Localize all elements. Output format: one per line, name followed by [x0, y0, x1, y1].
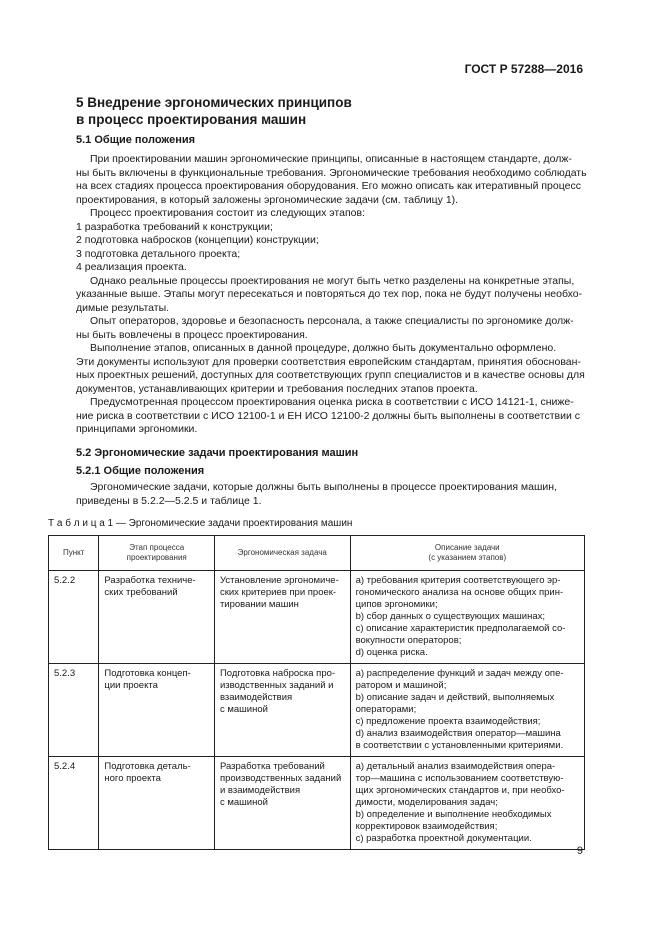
text-line: проектирования, в который заложены эргономические задачи (см. таблицу 1).	[76, 193, 459, 206]
row-description	[350, 757, 584, 850]
text-line: димые результаты.	[76, 301, 170, 314]
text-line: документов, устанавливающих критерии и требования последних этапов проекта.	[76, 382, 478, 395]
cell-line: корректировок взаимодействия;	[355, 821, 498, 832]
subsection-5-2-1-body	[76, 481, 585, 508]
cell-line: взаимодействия	[219, 692, 293, 703]
cell-line: Разработка техниче-	[104, 575, 196, 586]
section-title-line-2: в процесс проектирования машин	[76, 112, 307, 127]
row-number: 5.2.3	[49, 664, 99, 757]
table-header-row	[49, 536, 585, 571]
text-line: Выполнение этапов, описанных в данной процедуре, должно быть документально оформлено.	[90, 342, 557, 354]
header-description	[350, 536, 584, 571]
subsection-5-1-title: 5.1 Общие положения	[76, 134, 196, 146]
cell-line: гономического анализа на основе общих прин-	[355, 587, 564, 598]
text-line: указанные выше. Этапы могут пересекаться и повторяться до тех пор, пока не будут получены необхо-	[76, 288, 583, 300]
section-title	[76, 94, 596, 128]
row-number: 5.2.2	[49, 571, 99, 664]
list-item: 1 разработка требований к конструкции;	[76, 220, 273, 233]
table-row	[49, 571, 585, 664]
cell-line: b) сбор данных о существующих машинах;	[355, 611, 546, 622]
cell-line: а) требования критерия соответствующего эр-	[355, 575, 561, 586]
header-item: Пункт	[49, 536, 99, 571]
text-line: Эти документы используют для проверки соответствия европейским стандартам, принятия обоснован-	[76, 355, 581, 368]
cell-line: ции проекта	[104, 680, 158, 691]
cell-line: с машиной	[219, 797, 268, 808]
cell-line: в соответствии с установленными критериями.	[355, 740, 564, 751]
standard-number: ГОСТ Р 57288—2016	[464, 62, 583, 76]
table-caption: Т а б л и ц а 1 — Эргономические задачи проектирования машин	[48, 518, 353, 529]
text-line: ных проектных решений, доступных для соответствующих групп специалистов и в качестве основы для	[76, 369, 585, 381]
text-line: При проектировании машин эргономические принципы, описанные в настоящем стандарте, долж-	[90, 153, 572, 165]
text-line: принципами эргономики.	[76, 423, 198, 435]
cell-line: операторами;	[355, 704, 417, 715]
section-title-line-1: 5 Внедрение эргономических принципов	[76, 95, 352, 110]
cell-line: тировании машин	[219, 599, 299, 610]
cell-line: b) определение и выполнение необходимых	[355, 809, 552, 820]
cell-line: ного проекта	[104, 773, 161, 784]
cell-line: ских требований	[104, 587, 178, 598]
cell-line: Подготовка деталь-	[104, 761, 191, 772]
row-stage	[99, 757, 215, 850]
cell-line: d) анализ взаимодействия оператор—машина	[355, 728, 561, 739]
header-stage-text: Этап процесса проектирования	[126, 543, 187, 562]
cell-line: Установление эргономиче-	[219, 575, 339, 586]
text-line: Процесс проектирования состоит из следующих этапов:	[90, 207, 365, 219]
list-item: 3 подготовка детального проекта;	[76, 247, 241, 260]
cell-line: димости, моделирования задач;	[355, 797, 498, 808]
subsection-5-2-title: 5.2 Эргономические задачи проектирования машин	[76, 447, 359, 459]
row-stage	[99, 664, 215, 757]
subsection-5-2-1-title: 5.2.1 Общие положения	[76, 465, 205, 477]
cell-line: b) описание задач и действий, выполняемых	[355, 692, 555, 703]
cell-line: ских критериев при проек-	[219, 587, 337, 598]
cell-line: Подготовка наброска про-	[219, 668, 336, 679]
text-line: Предусмотренная процессом проектирования оценка риска в соответствии с ИСО 14121-1, сниже-	[90, 396, 574, 408]
text-line: Эргономические задачи, которые должны быть выполнены в процессе проектирования машин,	[90, 481, 557, 493]
text-line: ны быть вовлечены в процесс проектирования.	[76, 328, 308, 341]
row-description	[350, 571, 584, 664]
row-stage	[99, 571, 215, 664]
cell-line: а) распределение функций и задач между опе-	[355, 668, 564, 679]
cell-line: ратором и машиной;	[355, 680, 447, 691]
text-line: на всех стадиях процесса проектирования оборудования. Его можно описать как итеративный процесс	[76, 180, 581, 192]
row-task	[214, 664, 350, 757]
cell-line: Разработка требований	[219, 761, 325, 772]
table-row	[49, 757, 585, 850]
list-item: 4 реализация проекта.	[76, 261, 187, 273]
row-task	[214, 757, 350, 850]
row-task	[214, 571, 350, 664]
text-line: приведены в 5.2.2—5.2.5 и таблице 1.	[76, 494, 262, 507]
header-description-text: Описание задачи (с указанием этапов)	[428, 543, 507, 562]
list-item: 2 подготовка набросков (концепции) конструкции;	[76, 234, 319, 246]
cell-line: производственных заданий	[219, 773, 342, 784]
text-line: Опыт операторов, здоровье и безопасность персонала, а также специалисты по эргономике долж-	[90, 315, 574, 327]
cell-line: с) предложение проекта взаимодействия;	[355, 716, 541, 727]
row-description	[350, 664, 584, 757]
cell-line: тор—машина с использованием соответствую-	[355, 773, 564, 784]
page-number: 9	[576, 845, 583, 857]
header-task: Эргономическая задача	[214, 536, 350, 571]
subsection-5-1-body	[76, 153, 585, 437]
cell-line: ципов эргономики;	[355, 599, 438, 610]
cell-line: а) детальный анализ взаимодействия опера-	[355, 761, 556, 772]
ergonomic-tasks-table	[48, 535, 585, 850]
cell-line: с машиной	[219, 704, 268, 715]
cell-line: с) описание характеристик предполагаемой со-	[355, 623, 566, 634]
row-number: 5.2.4	[49, 757, 99, 850]
cell-line: с) разработка проектной документации.	[355, 833, 532, 844]
header-stage	[99, 536, 215, 571]
text-line: ние риска в соответствии с ИСО 12100-1 и ЕН ИСО 12100-2 должны быть выполнены в соответствии с	[76, 409, 580, 422]
cell-line: щих эргономических стандартов и, при необхо-	[355, 785, 565, 796]
text-line: ны быть включены в функциональные требования. Эргономические требования необходимо соблюдать	[76, 166, 587, 179]
cell-line: и взаимодействия	[219, 785, 301, 796]
cell-line: d) оценка риска.	[355, 647, 428, 658]
text-line: Однако реальные процессы проектирования не могут быть четко разделены на конкретные этапы,	[90, 274, 575, 287]
cell-line: изводственных заданий и	[219, 680, 334, 691]
cell-line: Подготовка концеп-	[104, 668, 191, 679]
table-row	[49, 664, 585, 757]
cell-line: вокупности операторов;	[355, 635, 462, 646]
